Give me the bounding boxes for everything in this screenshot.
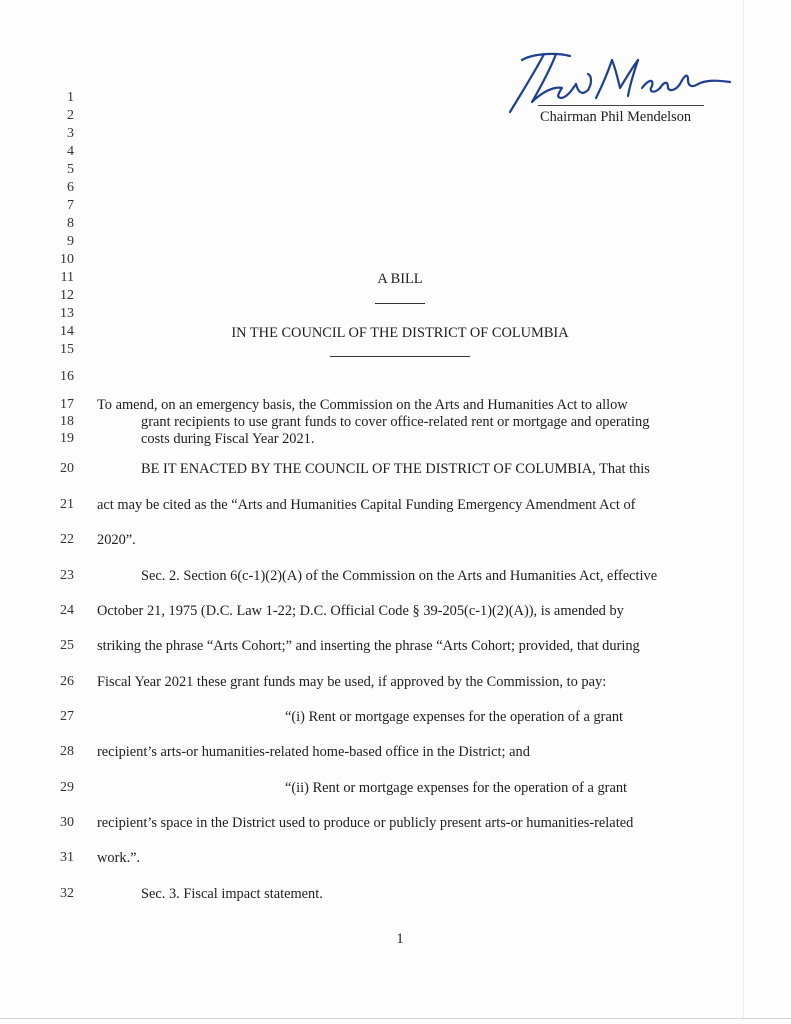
body-line: work.”. <box>97 850 141 866</box>
body-line: striking the phrase “Arts Cohort;” and inserting the phrase “Arts Cohort; provided, that during <box>97 638 640 654</box>
line-number: 8 <box>67 216 74 231</box>
body-line: “(ii) Rent or mortgage expenses for the operation of a grant <box>285 780 628 796</box>
line-number: 14 <box>60 324 74 339</box>
line-number: 10 <box>60 252 74 267</box>
line-number: 21 <box>60 497 74 512</box>
line-number: 18 <box>60 414 74 429</box>
council-heading: IN THE COUNCIL OF THE DISTRICT OF COLUMBIA <box>231 325 569 341</box>
signature-line <box>538 105 704 106</box>
line-number: 2 <box>67 108 74 123</box>
line-number: 4 <box>67 144 74 159</box>
line-number: 27 <box>60 709 74 724</box>
line-number: 9 <box>67 234 74 249</box>
line-number: 5 <box>67 162 74 177</box>
page-edge-right <box>743 0 744 1018</box>
line-number: 16 <box>60 369 74 384</box>
line-number: 13 <box>60 306 74 321</box>
line-number: 12 <box>60 288 74 303</box>
line-number: 24 <box>60 603 74 618</box>
line-number: 26 <box>60 674 74 689</box>
line-number: 23 <box>60 568 74 583</box>
line-number: 31 <box>60 850 74 865</box>
purpose-line: grant recipients to use grant funds to cover office-related rent or mortgage and operating <box>141 414 650 430</box>
title-rule-short <box>375 303 425 304</box>
signatory-name: Chairman Phil Mendelson <box>540 109 692 125</box>
body-line: “(i) Rent or mortgage expenses for the operation of a grant <box>285 709 624 725</box>
line-number: 32 <box>60 886 74 901</box>
page-number: 1 <box>396 931 404 947</box>
line-number: 6 <box>67 180 74 195</box>
line-number: 17 <box>60 397 74 412</box>
body-line: October 21, 1975 (D.C. Law 1-22; D.C. Official Code § 39-205(c-1)(2)(A)), is amended by <box>97 603 624 619</box>
line-number: 30 <box>60 815 74 830</box>
line-number: 15 <box>60 342 74 357</box>
line-number: 19 <box>60 431 74 446</box>
line-number: 29 <box>60 780 74 795</box>
bill-heading: A BILL <box>377 271 423 287</box>
line-number: 25 <box>60 638 74 653</box>
handwritten-signature <box>492 40 732 120</box>
line-number: 3 <box>67 126 74 141</box>
line-number: 28 <box>60 744 74 759</box>
line-number: 1 <box>67 90 74 105</box>
body-line: Sec. 2. Section 6(c-1)(2)(A) of the Commission on the Arts and Humanities Act, effective <box>141 568 658 584</box>
body-line: BE IT ENACTED BY THE COUNCIL OF THE DISTRICT OF COLUMBIA, That this <box>141 461 650 477</box>
line-number: 11 <box>60 270 74 285</box>
body-line: recipient’s arts-or humanities-related home-based office in the District; and <box>97 744 530 760</box>
body-line: Sec. 3. Fiscal impact statement. <box>141 886 323 902</box>
body-line: recipient’s space in the District used to produce or publicly present arts-or humanities-related <box>97 815 634 831</box>
purpose-line: costs during Fiscal Year 2021. <box>141 431 315 447</box>
line-number: 22 <box>60 532 74 547</box>
body-line: act may be cited as the “Arts and Humanities Capital Funding Emergency Amendment Act of <box>97 497 636 513</box>
line-number: 20 <box>60 461 74 476</box>
title-rule-long <box>330 356 470 357</box>
body-line: Fiscal Year 2021 these grant funds may be used, if approved by the Commission, to pay: <box>97 674 607 690</box>
page-edge-bottom <box>0 1018 791 1019</box>
line-number: 7 <box>67 198 74 213</box>
body-line: 2020”. <box>97 532 136 548</box>
purpose-line: To amend, on an emergency basis, the Commission on the Arts and Humanities Act to allow <box>97 397 628 413</box>
